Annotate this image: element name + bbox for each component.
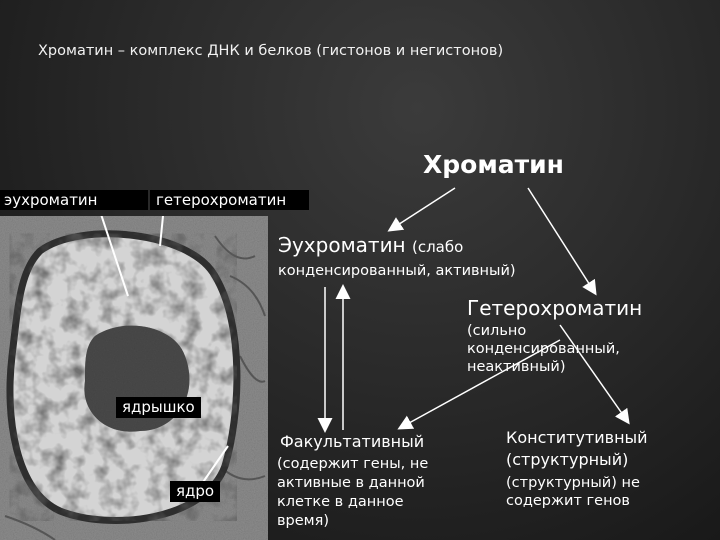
slide-subtitle: Хроматин – комплекс ДНК и белков (гистонов и негистонов)	[38, 43, 504, 59]
facultative-description: (содержит гены, не активные в данной клетке в данное время)	[277, 456, 429, 529]
nucleolus-label: ядрышко	[116, 397, 201, 418]
euchromatin-label: эухроматин	[0, 190, 148, 210]
nucleus-micrograph	[0, 216, 268, 540]
euchromatin-heading: Эухроматин (слабо	[278, 233, 464, 257]
heterochromatin-description: (сильно конденсированный, неактивный)	[467, 323, 620, 375]
euchromatin-description: конденсированный, активный)	[278, 263, 516, 279]
constitutive-heading: Конститутивный (структурный)	[506, 428, 648, 469]
constitutive-description: (структурный) не содержит генов	[506, 475, 640, 509]
facultative-heading: Факультативный	[280, 432, 425, 451]
arrow-to-euchromatin	[390, 188, 455, 230]
heterochromatin-label: гетерохроматин	[150, 190, 309, 210]
chromatin-title: Хроматин	[423, 150, 564, 179]
heterochromatin-heading: Гетерохроматин	[467, 296, 643, 320]
nucleus-label: ядро	[170, 481, 220, 502]
arrow-to-heterochromatin	[528, 188, 595, 293]
